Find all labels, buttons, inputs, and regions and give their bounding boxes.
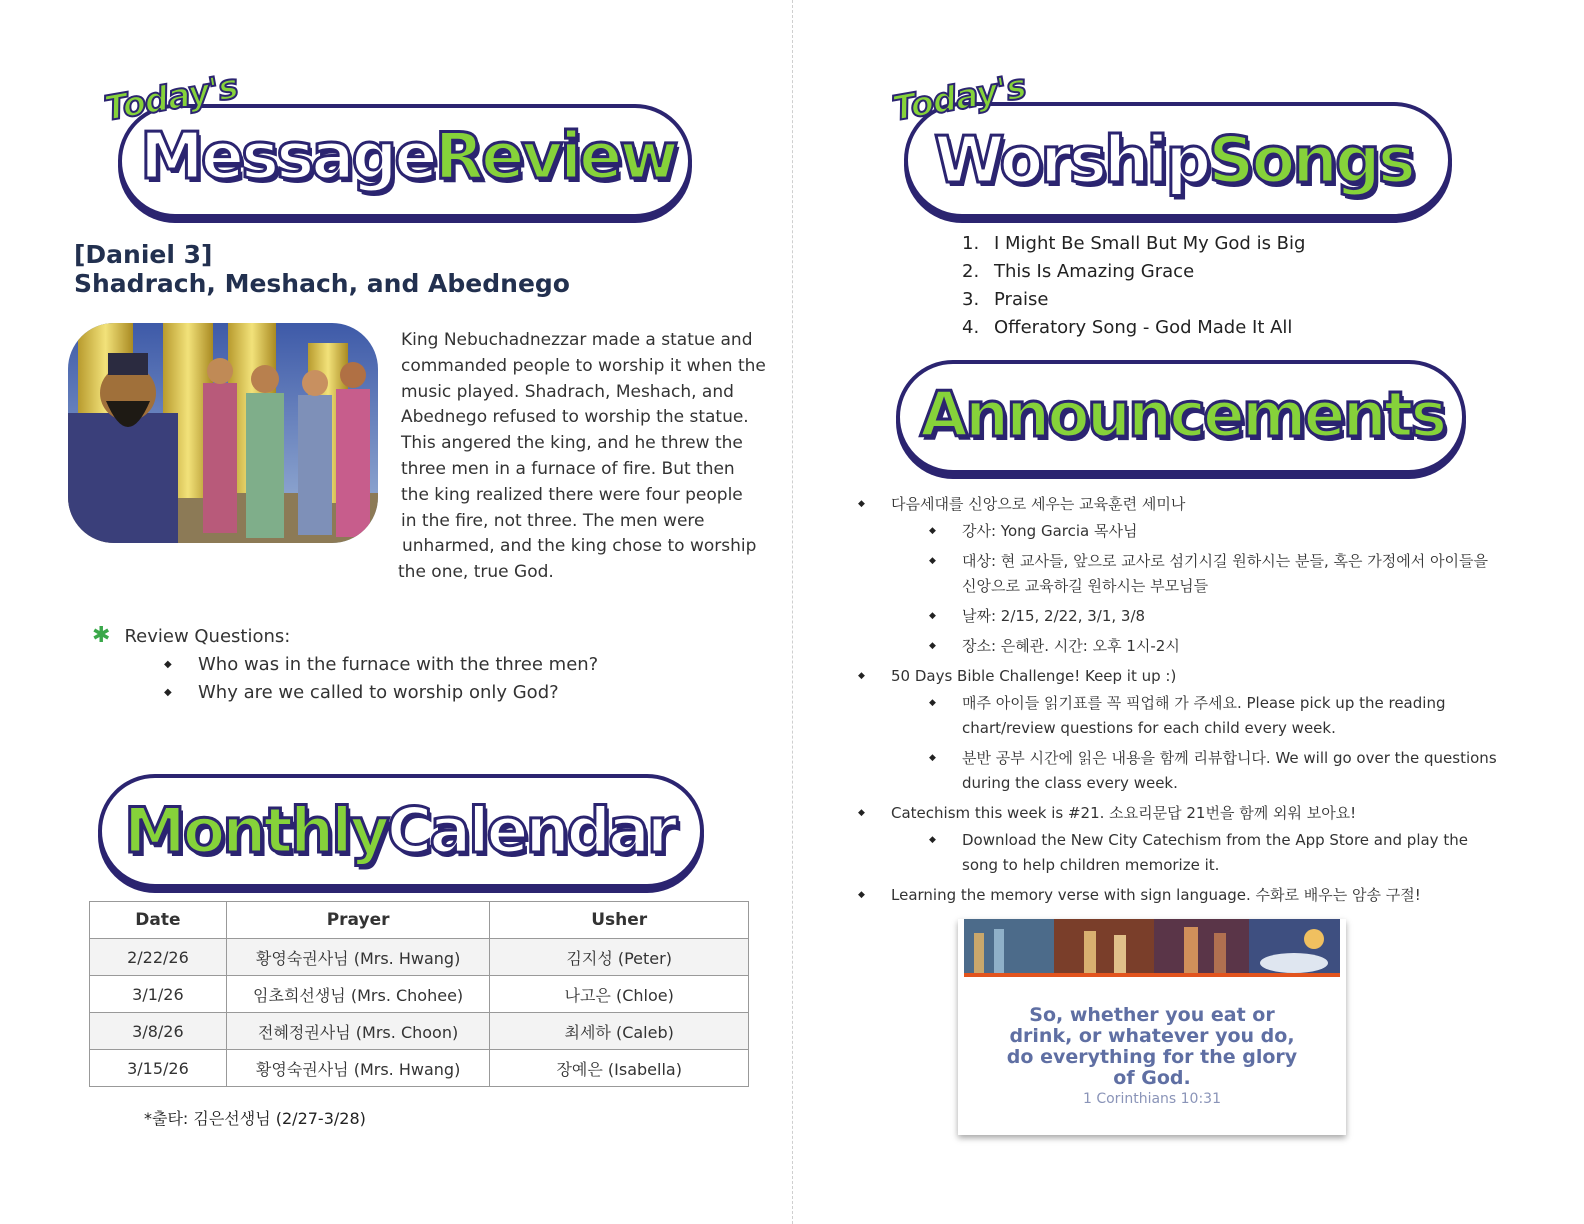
announcements-header [894,358,1468,480]
story-illustration [68,323,378,543]
announcement-subitem: ◆ 장소: 은혜관. 시간: 오후 1시-2시 [929,634,1498,659]
table-row [90,939,749,976]
header-word-message: Message [140,120,435,194]
header-word-monthly: Monthly [124,794,387,867]
usher-cell: 나고은 (Chloe) [490,976,749,1013]
today-label: Today's [889,66,1029,130]
announcement-subitem: ◆ 분반 공부 시간에 읽은 내용을 함께 리뷰합니다. We will go over the questions during the class every week. [929,746,1498,796]
memory-verse-card [958,919,1346,1135]
date-cell: 2/22/26 [90,939,227,976]
usher-cell: 최세하 (Caleb) [490,1013,749,1050]
diamond-bullet-icon: ◆ [858,671,865,681]
header-word-announcements: Announcements [920,378,1445,451]
date-cell: 3/15/26 [90,1050,227,1087]
story-line: unharmed, and the king chose to worship [402,536,757,557]
announcement-item: ◆ 50 Days Bible Challenge! Keep it up :) ◆ 매주 아이들 읽기표를 꼭 픽업해 가 주세요. Please pick up the reading chart/review questions for each child every week. ◆ 분반 공부 시간에 읽은 내용을 함께 리뷰합니다. We will go over the questions during the class every week. [858,664,1498,796]
story-line: in the fire, not three. The men were [401,510,705,531]
verse-illustration-strip [964,919,1340,977]
story-line: commanded people to worship it when the [401,355,766,376]
header-title [140,120,676,194]
verse-reference: 1 Corinthians 10:31 [1082,1091,1221,1107]
header-word-calendar: Calendar [386,794,675,867]
diamond-bullet-icon: ◆ [929,611,936,621]
diamond-bullet-icon: ◆ [929,698,936,708]
prayer-cell: 황영숙권사님 (Mrs. Hwang) [226,1050,490,1087]
song-list [962,230,1305,342]
review-label: Review Questions: [124,626,291,647]
header-word-worship: Worship [934,124,1209,198]
prayer-cell: 전혜정권사님 (Mrs. Choon) [226,1013,490,1050]
announcement-item: ◆ 다음세대를 신앙으로 세우는 교육훈련 세미나 ◆ 강사: Yong Garcia 목사님 ◆ 대상: 현 교사들, 앞으로 교사로 섬기시길 원하시는 분들, 혹은 가정에서 아이들을 신앙으로 교육하길 원하시는 부모님들 ◆ 날짜: 2/15, 2/22, 3/1, 3/8 ◆ 장소: 은혜관. 시간: 오후 1시-2시 [858,492,1498,659]
worship-songs-header [888,60,1458,230]
absence-note: *출타: 김은선생님 (2/27-3/28) [144,1109,366,1128]
prayer-cell: 황영숙권사님 (Mrs. Hwang) [226,939,490,976]
passage-title: Shadrach, Meshach, and Abednego [74,269,570,298]
diamond-bullet-icon: ◆ [929,556,936,566]
prayer-cell: 임초희선생님 (Mrs. Chohee) [226,976,490,1013]
column-header: Date [90,902,227,939]
daniel-3-illustration [68,323,378,543]
table-row [90,976,749,1013]
page-fold-divider [792,0,793,1224]
announcement-subitem: ◆ 대상: 현 교사들, 앞으로 교사로 섬기시길 원하시는 분들, 혹은 가정에서 아이들을 신앙으로 교육하길 원하시는 부모님들 [929,549,1498,599]
header-title [124,794,674,867]
story-line: music played. Shadrach, Meshach, and [401,381,734,402]
table-row [90,1050,749,1087]
passage-reference: [Daniel 3] [74,240,213,269]
story-line: King Nebuchadnezzar made a statue and [401,330,753,350]
song-item: 2. This Is Amazing Grace [962,261,1195,282]
review-questions [92,622,598,707]
story-line: the king realized there were four people [401,484,743,505]
story-line: three men in a furnace of fire. But then [401,458,735,479]
announcement-subitem: ◆ 날짜: 2/15, 2/22, 3/1, 3/8 [929,604,1498,629]
column-header: Prayer [226,902,490,939]
today-label: Today's [101,66,241,130]
table-header-row [90,902,749,939]
announcement-list [858,492,1498,913]
diamond-bullet-icon: ◆ [164,659,172,670]
monthly-calendar-table [89,901,749,1087]
monthly-calendar-header [96,772,706,894]
date-cell: 3/1/26 [90,976,227,1013]
diamond-bullet-icon: ◆ [929,835,936,845]
column-header: Usher [490,902,749,939]
diamond-bullet-icon: ◆ [929,526,936,536]
header-title [934,124,1413,198]
story-line: This angered the king, and he threw the [401,433,743,454]
announcement-subitem: ◆ 강사: Yong Garcia 목사님 [929,519,1498,544]
header-word-songs: Songs [1208,124,1413,198]
usher-cell: 장예은 (Isabella) [490,1050,749,1087]
diamond-bullet-icon: ◆ [858,890,865,900]
table-row [90,1013,749,1050]
star-bullet-icon: ✱ [92,623,111,648]
diamond-bullet-icon: ◆ [164,687,172,698]
question-item: ◆ Who was in the furnace with the three men? [164,651,598,679]
story-line: the one, true God. [398,562,554,583]
diamond-bullet-icon: ◆ [858,499,865,509]
passage-heading [74,240,570,298]
song-item: 1. I Might Be Small But My God is Big [962,233,1306,254]
question-list [92,651,598,707]
message-review-header [100,60,700,230]
question-item: ◆ Why are we called to worship only God? [164,679,598,707]
announcement-item: ◆ Learning the memory verse with sign language. 수화로 배우는 암송 구절! [858,883,1498,908]
header-word-review: Review [434,120,676,194]
story-summary [398,328,769,586]
date-cell: 3/8/26 [90,1013,227,1050]
announcement-item: ◆ Catechism this week is #21. 소요리문답 21번을 함께 외워 보아요! ◆ Download the New City Catechism from the App Store and play the song to help children memorize it. [858,801,1498,878]
usher-cell: 김지성 (Peter) [490,939,749,976]
diamond-bullet-icon: ◆ [929,753,936,763]
story-line: Abednego refused to worship the statue. [401,407,749,428]
diamond-bullet-icon: ◆ [858,808,865,818]
song-item: 3. Praise [962,289,1049,310]
verse-text: So, whether you eat or drink, or whatever you do, do everything for the glory of God. [1006,1004,1298,1089]
diamond-bullet-icon: ◆ [929,641,936,651]
announcement-subitem: ◆ Download the New City Catechism from the App Store and play the song to help children memorize it. [929,828,1498,878]
announcement-subitem: ◆ 매주 아이들 읽기표를 꼭 픽업해 가 주세요. Please pick up the reading chart/review questions for each child every week. [929,691,1498,741]
song-item: 4. Offeratory Song - God Made It All [962,317,1293,338]
